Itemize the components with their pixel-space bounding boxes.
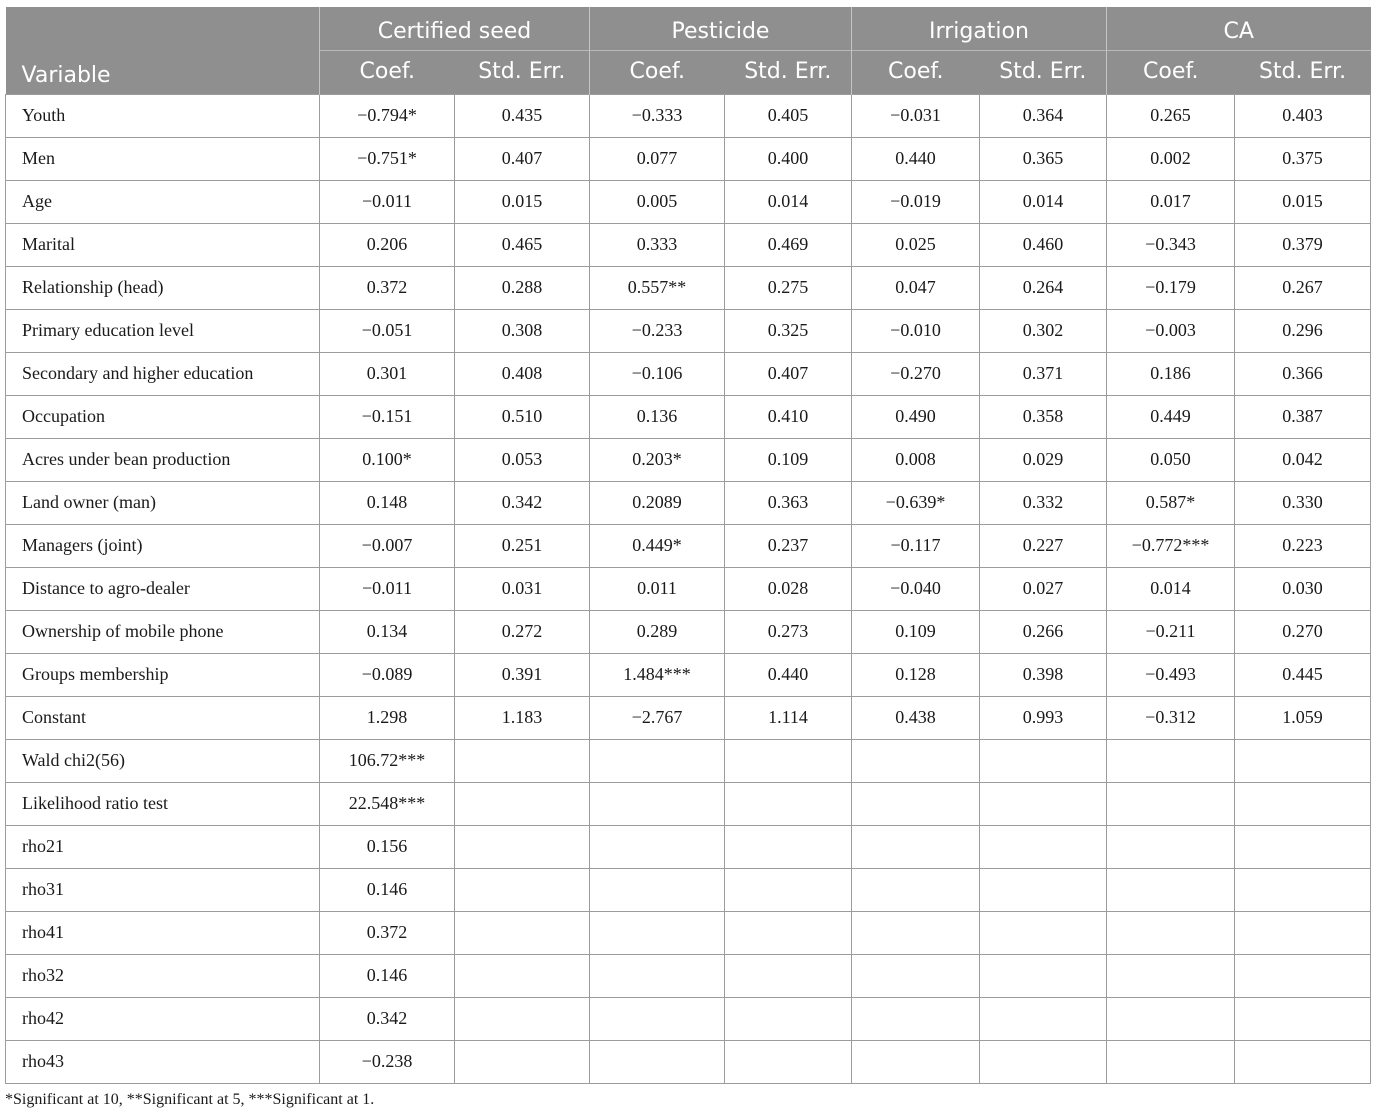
stderr-cell: 0.330	[1235, 481, 1371, 524]
stderr-header: Std. Err.	[980, 50, 1107, 94]
stderr-cell	[980, 1040, 1107, 1083]
table-row	[6, 481, 1371, 524]
stderr-cell: 0.270	[1235, 610, 1371, 653]
stderr-cell	[1235, 782, 1371, 825]
stderr-cell: 0.053	[455, 438, 590, 481]
stderr-cell: 0.014	[980, 180, 1107, 223]
row-label: Youth	[6, 94, 320, 137]
coef-cell: 0.100*	[320, 438, 455, 481]
table-row	[6, 610, 1371, 653]
stderr-cell	[725, 868, 852, 911]
coef-cell	[852, 1040, 980, 1083]
table-row	[6, 438, 1371, 481]
stderr-cell: 0.366	[1235, 352, 1371, 395]
stderr-cell: 0.308	[455, 309, 590, 352]
row-label: Primary education level	[6, 309, 320, 352]
stderr-cell	[455, 1040, 590, 1083]
stderr-cell: 0.400	[725, 137, 852, 180]
row-label: Land owner (man)	[6, 481, 320, 524]
row-label: Ownership of mobile phone	[6, 610, 320, 653]
stderr-cell: 0.332	[980, 481, 1107, 524]
coef-cell: 0.333	[590, 223, 725, 266]
coef-cell: 0.128	[852, 653, 980, 696]
stderr-cell	[1235, 1040, 1371, 1083]
stderr-cell: 0.027	[980, 567, 1107, 610]
stderr-cell	[455, 911, 590, 954]
stderr-cell	[455, 782, 590, 825]
row-label: Distance to agro-dealer	[6, 567, 320, 610]
row-label: Men	[6, 137, 320, 180]
stderr-cell: 0.223	[1235, 524, 1371, 567]
coef-cell	[852, 997, 980, 1040]
stderr-cell	[980, 868, 1107, 911]
coef-cell	[1107, 739, 1235, 782]
coef-cell: 0.342	[320, 997, 455, 1040]
stderr-cell: 0.288	[455, 266, 590, 309]
row-label: Managers (joint)	[6, 524, 320, 567]
coef-cell	[1107, 1040, 1235, 1083]
coef-cell: 22.548***	[320, 782, 455, 825]
coef-cell: 0.490	[852, 395, 980, 438]
coef-cell: 0.148	[320, 481, 455, 524]
stderr-cell	[980, 739, 1107, 782]
stderr-cell: 1.059	[1235, 696, 1371, 739]
coef-cell: −0.772***	[1107, 524, 1235, 567]
stderr-header: Std. Err.	[455, 50, 590, 94]
stderr-cell: 0.375	[1235, 137, 1371, 180]
stderr-cell: 0.440	[725, 653, 852, 696]
stderr-cell	[725, 997, 852, 1040]
coef-cell	[1107, 825, 1235, 868]
stderr-cell: 0.264	[980, 266, 1107, 309]
stderr-cell: 0.358	[980, 395, 1107, 438]
stderr-cell: 0.510	[455, 395, 590, 438]
coef-cell: −0.089	[320, 653, 455, 696]
table-row	[6, 266, 1371, 309]
group-header-certified-seed: Certified seed	[320, 7, 590, 50]
coef-cell: 0.146	[320, 868, 455, 911]
coef-cell: −0.051	[320, 309, 455, 352]
coef-cell: 0.156	[320, 825, 455, 868]
stderr-cell	[725, 825, 852, 868]
coef-cell: 0.136	[590, 395, 725, 438]
coef-cell: 0.372	[320, 266, 455, 309]
coef-header: Coef.	[590, 50, 725, 94]
coef-cell: 0.146	[320, 954, 455, 997]
coef-header: Coef.	[852, 50, 980, 94]
table-row	[6, 395, 1371, 438]
stderr-cell: 0.267	[1235, 266, 1371, 309]
row-label: rho43	[6, 1040, 320, 1083]
regression-table	[5, 7, 1371, 1084]
stderr-cell: 0.273	[725, 610, 852, 653]
stderr-cell: 0.371	[980, 352, 1107, 395]
table-row	[6, 954, 1371, 997]
stderr-cell: 0.405	[725, 94, 852, 137]
coef-cell: 0.014	[1107, 567, 1235, 610]
row-label: rho42	[6, 997, 320, 1040]
coef-cell: −0.343	[1107, 223, 1235, 266]
coef-cell: 0.449*	[590, 524, 725, 567]
coef-cell: 0.2089	[590, 481, 725, 524]
stderr-cell	[980, 997, 1107, 1040]
stderr-cell: 0.364	[980, 94, 1107, 137]
coef-cell: −0.233	[590, 309, 725, 352]
stderr-cell: 0.342	[455, 481, 590, 524]
table-row	[6, 1040, 1371, 1083]
coef-cell: 0.440	[852, 137, 980, 180]
table-row	[6, 782, 1371, 825]
coef-cell	[1107, 911, 1235, 954]
stderr-cell: 0.469	[725, 223, 852, 266]
row-label: Groups membership	[6, 653, 320, 696]
stderr-cell	[1235, 868, 1371, 911]
stderr-cell: 0.407	[455, 137, 590, 180]
stderr-cell: 0.993	[980, 696, 1107, 739]
coef-cell	[590, 997, 725, 1040]
stderr-cell: 0.028	[725, 567, 852, 610]
coef-header: Coef.	[320, 50, 455, 94]
stderr-cell: 1.183	[455, 696, 590, 739]
stderr-cell: 0.266	[980, 610, 1107, 653]
stderr-cell: 0.015	[455, 180, 590, 223]
table-row	[6, 653, 1371, 696]
stderr-header: Std. Err.	[1235, 50, 1371, 94]
coef-header: Coef.	[1107, 50, 1235, 94]
coef-cell: 0.134	[320, 610, 455, 653]
stderr-cell: 0.302	[980, 309, 1107, 352]
stderr-cell	[725, 1040, 852, 1083]
table-row	[6, 94, 1371, 137]
coef-cell	[852, 739, 980, 782]
stderr-cell	[980, 825, 1107, 868]
stderr-cell: 0.403	[1235, 94, 1371, 137]
stderr-cell: 0.029	[980, 438, 1107, 481]
row-label: Age	[6, 180, 320, 223]
table-row	[6, 524, 1371, 567]
stderr-cell	[455, 997, 590, 1040]
coef-cell: 0.265	[1107, 94, 1235, 137]
stderr-cell: 0.031	[455, 567, 590, 610]
stderr-cell	[1235, 911, 1371, 954]
row-label: Acres under bean production	[6, 438, 320, 481]
coef-cell: 0.011	[590, 567, 725, 610]
coef-cell: 106.72***	[320, 739, 455, 782]
stderr-cell: 1.114	[725, 696, 852, 739]
row-label: Wald chi2(56)	[6, 739, 320, 782]
stderr-cell: 0.042	[1235, 438, 1371, 481]
coef-cell: 0.109	[852, 610, 980, 653]
coef-cell: −0.010	[852, 309, 980, 352]
coef-cell	[590, 739, 725, 782]
stderr-cell	[455, 868, 590, 911]
coef-cell: 0.557**	[590, 266, 725, 309]
coef-cell	[1107, 782, 1235, 825]
coef-cell: 1.484***	[590, 653, 725, 696]
table-row	[6, 997, 1371, 1040]
group-header-pesticide: Pesticide	[590, 7, 852, 50]
coef-cell: −0.151	[320, 395, 455, 438]
stderr-cell: 0.465	[455, 223, 590, 266]
table-row	[6, 868, 1371, 911]
coef-cell: −0.794*	[320, 94, 455, 137]
coef-cell: 0.203*	[590, 438, 725, 481]
stderr-cell: 0.296	[1235, 309, 1371, 352]
stderr-cell: 0.014	[725, 180, 852, 223]
table-body	[6, 94, 1371, 1083]
stderr-cell	[725, 911, 852, 954]
group-header-irrigation: Irrigation	[852, 7, 1107, 50]
table-row	[6, 825, 1371, 868]
coef-cell: −0.040	[852, 567, 980, 610]
stderr-cell	[455, 739, 590, 782]
coef-cell: 1.298	[320, 696, 455, 739]
stderr-cell: 0.251	[455, 524, 590, 567]
stderr-cell	[725, 782, 852, 825]
row-label: rho41	[6, 911, 320, 954]
coef-cell: 0.077	[590, 137, 725, 180]
row-label: Relationship (head)	[6, 266, 320, 309]
coef-cell: 0.047	[852, 266, 980, 309]
stderr-cell	[980, 954, 1107, 997]
stderr-cell: 0.445	[1235, 653, 1371, 696]
row-label: rho32	[6, 954, 320, 997]
row-label: rho21	[6, 825, 320, 868]
coef-cell: −0.751*	[320, 137, 455, 180]
coef-cell	[852, 954, 980, 997]
row-label: Secondary and higher education	[6, 352, 320, 395]
coef-cell: 0.372	[320, 911, 455, 954]
table-row	[6, 696, 1371, 739]
stderr-cell: 0.460	[980, 223, 1107, 266]
table-row	[6, 739, 1371, 782]
coef-cell	[852, 868, 980, 911]
stderr-cell	[1235, 739, 1371, 782]
coef-cell	[1107, 868, 1235, 911]
stderr-cell: 0.407	[725, 352, 852, 395]
stderr-header: Std. Err.	[725, 50, 852, 94]
coef-cell: 0.005	[590, 180, 725, 223]
row-label: rho31	[6, 868, 320, 911]
stderr-cell: 0.387	[1235, 395, 1371, 438]
table-header	[6, 7, 1371, 94]
coef-cell: −0.117	[852, 524, 980, 567]
stderr-cell: 0.275	[725, 266, 852, 309]
stderr-cell: 0.408	[455, 352, 590, 395]
coef-cell: −0.270	[852, 352, 980, 395]
stderr-cell: 0.398	[980, 653, 1107, 696]
stderr-cell	[455, 825, 590, 868]
coef-cell: −0.106	[590, 352, 725, 395]
stderr-cell: 0.015	[1235, 180, 1371, 223]
coef-cell	[590, 1040, 725, 1083]
coef-cell	[590, 911, 725, 954]
stderr-cell: 0.030	[1235, 567, 1371, 610]
stderr-cell	[1235, 825, 1371, 868]
coef-cell: 0.449	[1107, 395, 1235, 438]
coef-cell: −0.003	[1107, 309, 1235, 352]
table-row	[6, 309, 1371, 352]
coef-cell: −0.493	[1107, 653, 1235, 696]
stderr-cell	[725, 739, 852, 782]
stderr-cell: 0.109	[725, 438, 852, 481]
group-header-ca: CA	[1107, 7, 1371, 50]
coef-cell	[852, 911, 980, 954]
stderr-cell: 0.435	[455, 94, 590, 137]
stderr-cell: 0.391	[455, 653, 590, 696]
row-label: Occupation	[6, 395, 320, 438]
coef-cell	[590, 782, 725, 825]
coef-cell: −0.019	[852, 180, 980, 223]
coef-cell: 0.438	[852, 696, 980, 739]
coef-cell	[1107, 954, 1235, 997]
coef-cell: −0.179	[1107, 266, 1235, 309]
coef-cell: −0.312	[1107, 696, 1235, 739]
row-label: Likelihood ratio test	[6, 782, 320, 825]
stderr-cell: 0.365	[980, 137, 1107, 180]
coef-cell: 0.587*	[1107, 481, 1235, 524]
coef-cell: −0.333	[590, 94, 725, 137]
coef-cell	[852, 825, 980, 868]
stderr-cell	[455, 954, 590, 997]
coef-cell: −0.007	[320, 524, 455, 567]
table-row	[6, 180, 1371, 223]
stderr-cell: 0.410	[725, 395, 852, 438]
stderr-cell	[1235, 997, 1371, 1040]
stderr-cell: 0.363	[725, 481, 852, 524]
coef-cell	[590, 868, 725, 911]
coef-cell: 0.017	[1107, 180, 1235, 223]
row-label: Marital	[6, 223, 320, 266]
stderr-cell: 0.272	[455, 610, 590, 653]
stderr-cell	[1235, 954, 1371, 997]
variable-header: Variable	[6, 7, 320, 94]
coef-cell: −0.011	[320, 567, 455, 610]
coef-cell: −0.639*	[852, 481, 980, 524]
stderr-cell: 0.325	[725, 309, 852, 352]
coef-cell: −0.031	[852, 94, 980, 137]
stderr-cell	[980, 911, 1107, 954]
coef-cell: −2.767	[590, 696, 725, 739]
coef-cell	[1107, 997, 1235, 1040]
stderr-cell: 0.227	[980, 524, 1107, 567]
table-row	[6, 911, 1371, 954]
coef-cell: 0.289	[590, 610, 725, 653]
coef-cell: 0.025	[852, 223, 980, 266]
coef-cell: 0.186	[1107, 352, 1235, 395]
coef-cell: 0.002	[1107, 137, 1235, 180]
coef-cell: −0.238	[320, 1040, 455, 1083]
stderr-cell: 0.379	[1235, 223, 1371, 266]
coef-cell: 0.008	[852, 438, 980, 481]
stderr-cell	[725, 954, 852, 997]
row-label: Constant	[6, 696, 320, 739]
coef-cell: 0.301	[320, 352, 455, 395]
table-row	[6, 567, 1371, 610]
coef-cell	[590, 954, 725, 997]
footnote: *Significant at 10, **Significant at 5, ***Significant at 1.	[5, 1091, 375, 1108]
coef-cell	[590, 825, 725, 868]
stderr-cell	[980, 782, 1107, 825]
table-row	[6, 352, 1371, 395]
coef-cell: −0.011	[320, 180, 455, 223]
coef-cell: 0.050	[1107, 438, 1235, 481]
coef-cell: −0.211	[1107, 610, 1235, 653]
coef-cell: 0.206	[320, 223, 455, 266]
stderr-cell: 0.237	[725, 524, 852, 567]
coef-cell	[852, 782, 980, 825]
table-row	[6, 223, 1371, 266]
table-row	[6, 137, 1371, 180]
